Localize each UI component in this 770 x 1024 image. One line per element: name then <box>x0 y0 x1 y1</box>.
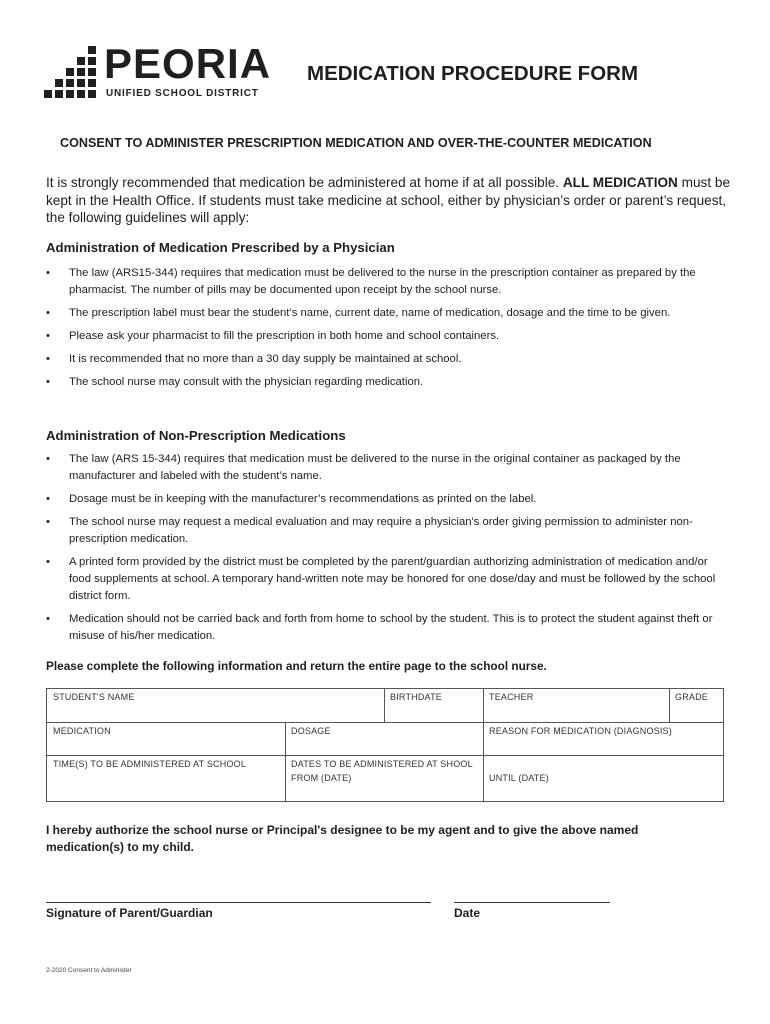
footer-form-code: 2-2020 Consent to Administer <box>46 967 132 974</box>
student-name-field[interactable]: STUDENT'S NAME <box>53 692 135 702</box>
list-item <box>46 514 716 548</box>
date-signature-line[interactable] <box>454 902 610 903</box>
complete-instruction: Please complete the following information and return the entire page to the school nurse. <box>46 659 547 673</box>
intro-text-cont: must be kept in the Health Office. If students must take medicine at school, either by physician’s order or parent’s request, the following guidelines will apply: <box>46 175 731 225</box>
logo-name: PEORIA <box>104 40 272 87</box>
until-date-field[interactable]: UNTIL (DATE) <box>489 773 549 783</box>
form-title: MEDICATION PROCEDURE FORM <box>307 62 639 85</box>
bullet-icon: • <box>46 353 50 365</box>
list-item <box>46 611 716 645</box>
parent-signature-label: Signature of Parent/Guardian <box>46 906 213 920</box>
bullet-icon: • <box>46 330 50 342</box>
grade-field[interactable]: GRADE <box>675 692 709 702</box>
list-item <box>46 554 716 605</box>
parent-signature-line[interactable] <box>46 902 431 903</box>
list-item <box>46 305 716 322</box>
bullet-icon: • <box>46 556 50 568</box>
medication-info-grid <box>46 688 724 802</box>
times-field[interactable]: TIME(S) TO BE ADMINISTERED AT SCHOOL <box>53 759 247 769</box>
list-item-text: The prescription label must bear the student’s name, current date, name of medication, dosage and the time to be given. <box>69 307 671 319</box>
grid-line <box>384 689 385 722</box>
bullet-icon: • <box>46 376 50 388</box>
list-item <box>46 374 716 391</box>
list-item-text: It is recommended that no more than a 30 day supply be maintained at school. <box>69 353 462 365</box>
intro-emphasis: ALL MEDICATION <box>562 175 678 190</box>
list-item-text: The school nurse may request a medical evaluation and may require a physician's order giving permission to administer non-prescription medication. <box>69 516 693 545</box>
bullet-icon: • <box>46 493 50 505</box>
grid-line <box>669 689 670 722</box>
list-item-text: The school nurse may consult with the physician regarding medication. <box>69 376 424 388</box>
list-item <box>46 451 716 485</box>
grid-line <box>47 755 723 756</box>
list-item <box>46 265 716 299</box>
prescribed-list <box>46 265 716 397</box>
dates-label: DATES TO BE ADMINISTERED AT SHOOL <box>291 759 473 769</box>
grid-line <box>47 722 723 723</box>
medication-field[interactable]: MEDICATION <box>53 726 111 736</box>
list-item-text: Please ask your pharmacist to fill the prescription in both home and school containers. <box>69 330 500 342</box>
list-item <box>46 491 716 508</box>
reason-field[interactable]: REASON FOR MEDICATION (DIAGNOSIS) <box>489 726 672 736</box>
section-prescribed-title: Administration of Medication Prescribed by a Physician <box>46 240 395 255</box>
nonprescription-list <box>46 451 716 651</box>
birthdate-field[interactable]: BIRTHDATE <box>390 692 442 702</box>
intro-text: It is strongly recommended that medication be administered at home if at all possible. <box>46 175 563 190</box>
grid-line <box>483 689 484 722</box>
grid-line <box>483 722 484 801</box>
teacher-field[interactable]: TEACHER <box>489 692 534 702</box>
grid-line <box>285 722 286 801</box>
list-item-text: The law (ARS15-344) requires that medication must be delivered to the nurse in the prescription container as prepared by the pharmacist. The number of pills may be documented upon receipt by the school nurse. <box>69 267 696 296</box>
bullet-icon: • <box>46 516 50 528</box>
list-item-text: The law (ARS 15-344) requires that medication must be delivered to the nurse in the original container as packaged by the manufacturer and labeled with the student’s name. <box>69 453 681 482</box>
date-label: Date <box>454 906 481 920</box>
district-logo-icon <box>44 46 96 98</box>
list-item <box>46 328 716 345</box>
bullet-icon: • <box>46 453 50 465</box>
section-nonprescription-title: Administration of Non-Prescription Medications <box>46 428 346 443</box>
logo-subtitle: UNIFIED SCHOOL DISTRICT <box>106 88 259 99</box>
list-item-text: Dosage must be in keeping with the manufacturer’s recommendations as printed on the label. <box>69 493 537 505</box>
authorization-statement: I hereby authorize the school nurse or Principal's designee to be my agent and to give the above named medication(s) to my child. <box>46 823 639 854</box>
list-item-text: Medication should not be carried back and forth from home to school by the student. This is to protect the student against theft or misuse of his/her medication. <box>69 613 713 642</box>
intro-paragraph <box>46 174 736 227</box>
list-item <box>46 351 716 368</box>
bullet-icon: • <box>46 307 50 319</box>
from-date-field[interactable]: FROM (DATE) <box>291 773 352 783</box>
consent-heading: CONSENT TO ADMINISTER PRESCRIPTION MEDICATION AND OVER-THE-COUNTER MEDICATION <box>60 136 652 150</box>
bullet-icon: • <box>46 267 50 279</box>
list-item-text: A printed form provided by the district must be completed by the parent/guardian authorizing administration of medication and/or food supplements at school. A temporary hand-written note may be honored for one dose/day and must be followed by the school district form. <box>69 556 716 602</box>
bullet-icon: • <box>46 613 50 625</box>
dosage-field[interactable]: DOSAGE <box>291 726 331 736</box>
